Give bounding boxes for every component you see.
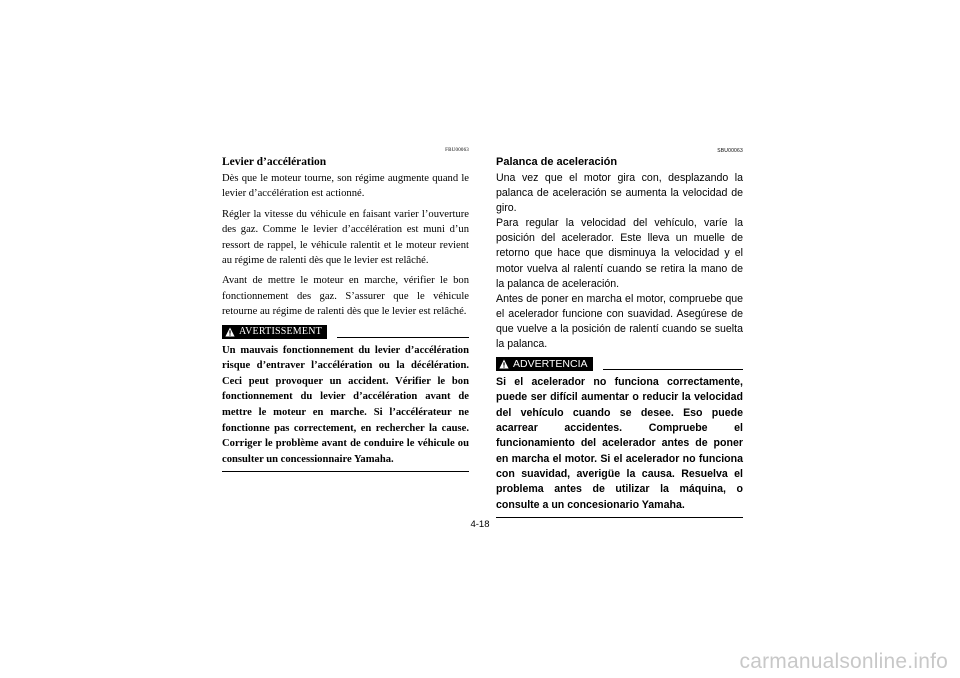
warning-badge [222, 325, 327, 339]
warning-label: AVERTISSEMENT [239, 326, 322, 338]
warning-rule [603, 369, 744, 370]
paragraph: Para regular la velocidad del vehículo, varíe la posición del acelerador. Este lleva un muelle de retorno que hace que disminuya la velocidad y el motor vuelva al ralentí cuando se retira la mano de la palanca de aceleración. [496, 217, 743, 290]
section-heading: Levier d’accélération [222, 156, 327, 168]
spanish-column [496, 148, 743, 518]
warning-header [222, 325, 469, 339]
warning-text: Un mauvais fonctionnement du levier d’accélération risque d’entraver l’accélération ou la décélération. Ceci peut provoquer un accident. Vérifier le bon fonctionnement du levier d’accélération avant de mettre le moteur en marche. Si l’accélérateur ne fonctionne pas correctement, en rechercher la cause. Corriger le problème avant de conduire le véhicule ou consulter un concessionnaire Yamaha. [222, 344, 469, 465]
watermark: carmanualsonline.info [739, 650, 948, 673]
section-code: SBU00063 [717, 148, 743, 154]
warning-header [496, 357, 743, 371]
warning-badge [496, 357, 593, 371]
warning-rule [337, 337, 469, 338]
paragraph: Avant de mettre le moteur en marche, vérifier le bon fonctionnement des gaz. S’assurer que le véhicule retourne au régime de ralenti dès que le levier est relâché. [222, 275, 469, 318]
section-heading: Palanca de aceleración [496, 156, 618, 168]
paragraph: Régler la vitesse du véhicule en faisant varier l’ouverture des gaz. Comme le levier d’accélération est muni d’un ressort de rappel, le véhicule ralentit et le moteur revient au régime de ralenti dès que le levier est relâché. [222, 208, 469, 267]
page-number: 4-18 [470, 519, 490, 530]
warning-end-rule [496, 517, 743, 518]
french-column [222, 148, 469, 472]
warning-triangle-icon [225, 327, 235, 337]
warning-label: ADVERTENCIA [513, 357, 588, 370]
section-code: FBU00063 [445, 148, 469, 153]
paragraph: Una vez que el motor gira con, desplazando la palanca de aceleración se aumenta la velocidad de giro. [496, 172, 743, 215]
warning-triangle-icon [499, 359, 509, 369]
warning-text: Si el acelerador no funciona correctamente, puede ser difícil aumentar o reducir la velocidad del vehículo cuando se desee. Eso puede acarrear accidentes. Compruebe el funcionamiento del acelerador antes de poner en marcha el motor. Si el acelerador no funciona con suavidad, averigüe la causa. Resuelva el problema antes de utilizar la máquina, o consulte a un concesionario Yamaha. [496, 376, 743, 511]
paragraph: Antes de poner en marcha el motor, compruebe que el acelerador funcione con suavidad. Asegúrese de que vuelve a la posición de ralentí cuando se suelta la palanca. [496, 292, 743, 351]
warning-end-rule [222, 471, 469, 472]
paragraph: Dès que le moteur tourne, son régime augmente quand le levier d’accélération est actionné. [222, 173, 469, 200]
